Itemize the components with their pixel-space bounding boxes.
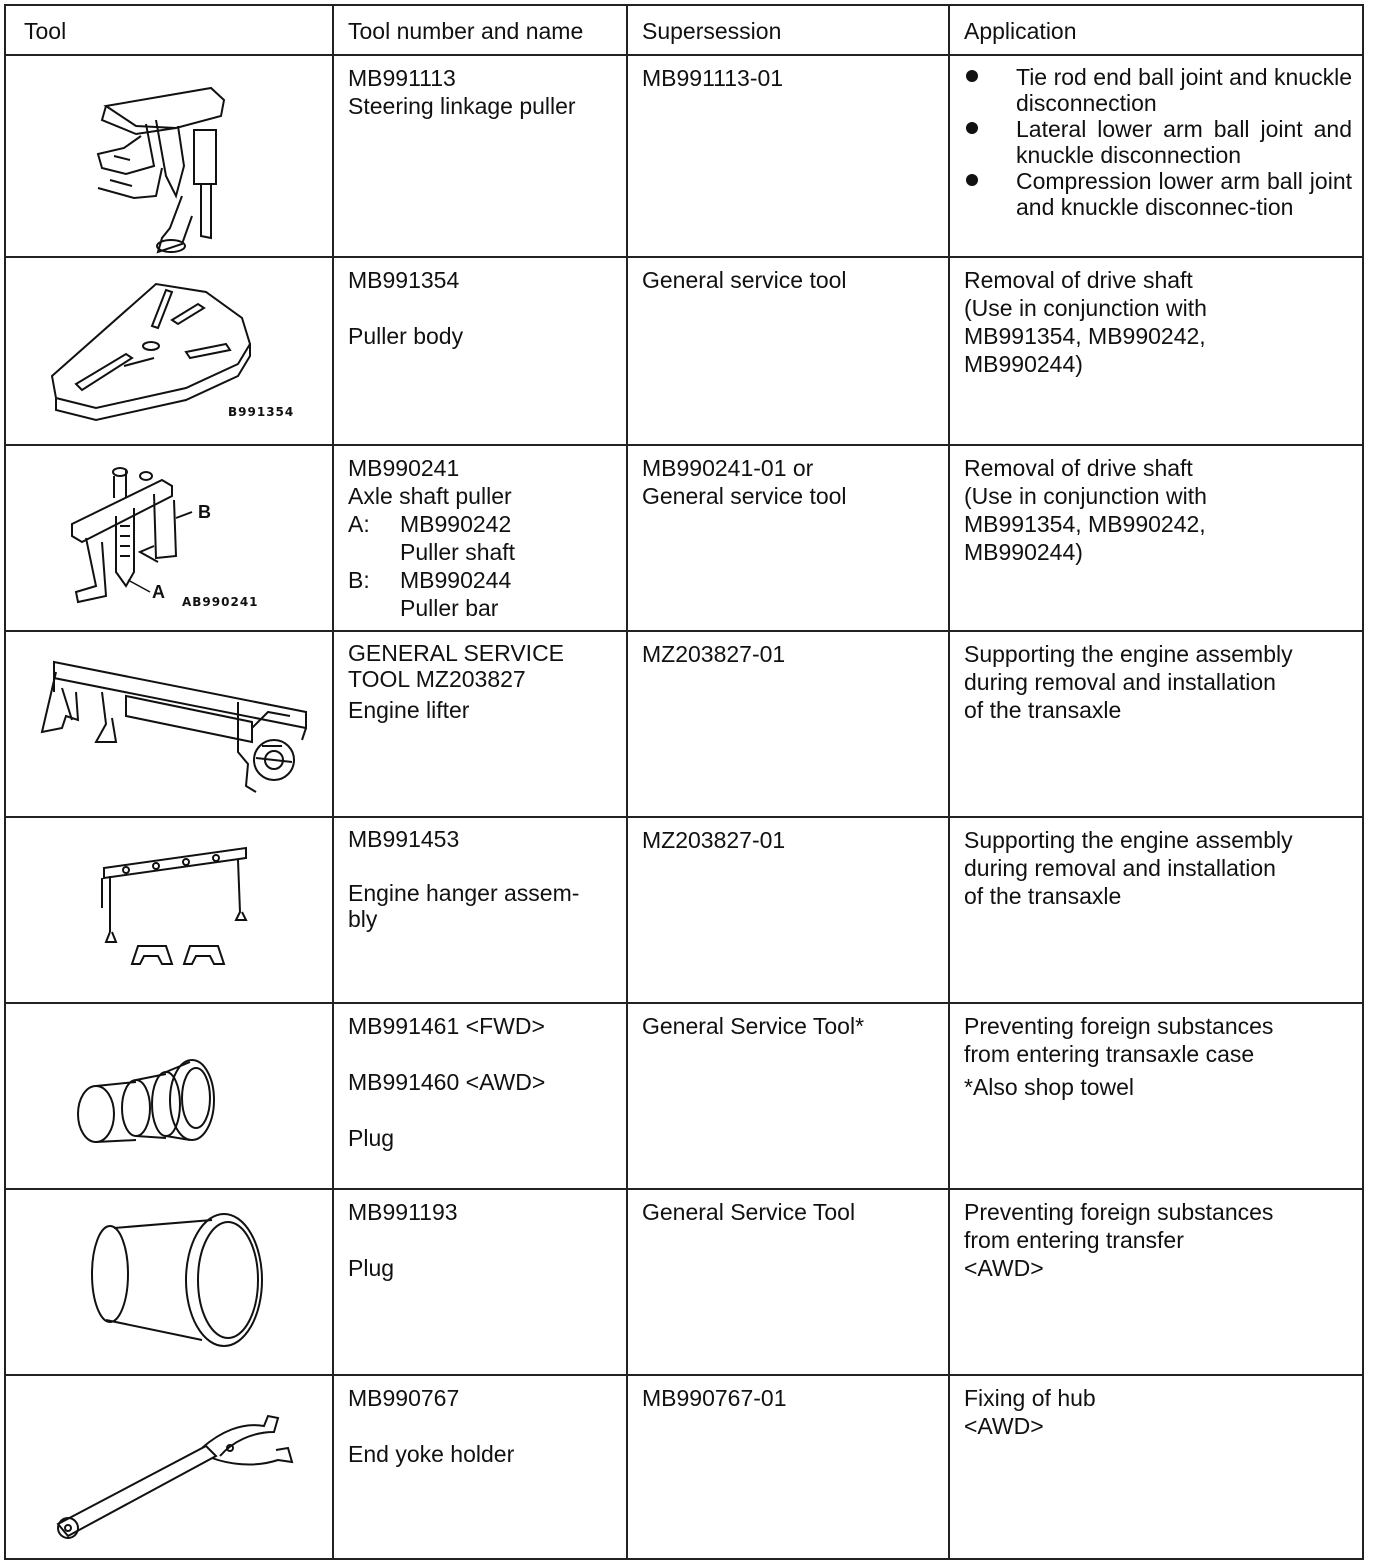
application-line: Fixing of hub xyxy=(964,1385,1096,1411)
supersession-text: MZ203827-01 xyxy=(642,827,786,853)
list-item: Lateral lower arm ball joint and knuckle disconnection xyxy=(964,116,1352,168)
tool-number-cell xyxy=(333,817,627,1003)
application-line: during removal and installation xyxy=(964,669,1276,695)
application-cell xyxy=(949,1375,1363,1559)
tool-name: End yoke holder xyxy=(348,1441,515,1467)
tool-number: GENERAL SERVICE xyxy=(348,640,565,666)
tool-image-cell xyxy=(5,1375,333,1559)
tool-number-cell xyxy=(333,1189,627,1375)
header-supersession: Supersession xyxy=(627,5,949,55)
tool-number-cell xyxy=(333,257,627,445)
application-line: during removal and installation xyxy=(964,855,1276,881)
end-yoke-holder-icon xyxy=(6,1376,330,1556)
tool-number: MB990767 xyxy=(348,1385,460,1411)
table-row xyxy=(5,1189,1363,1375)
tool-name: Steering linkage puller xyxy=(348,93,576,119)
application-line: <AWD> xyxy=(964,1413,1044,1439)
table-row xyxy=(5,55,1363,257)
tool-number-cell xyxy=(333,55,627,257)
application-line: (Use in conjunction with xyxy=(964,295,1207,321)
tool-image-cell xyxy=(5,631,333,817)
application-cell xyxy=(949,817,1363,1003)
header-application: Application xyxy=(949,5,1363,55)
plug-icon xyxy=(6,1190,330,1372)
supersession-text: MB990767-01 xyxy=(642,1385,787,1411)
bullet-icon xyxy=(966,122,978,134)
tool-number: MB990241 xyxy=(348,455,460,481)
image-caption: AB990241 xyxy=(182,595,259,609)
tool-number-awd: MB991460 <AWD> xyxy=(348,1069,546,1095)
tool-image-cell xyxy=(5,1003,333,1189)
plug-icon xyxy=(6,1004,330,1186)
tool-number: TOOL MZ203827 xyxy=(348,666,526,692)
tool-image-cell xyxy=(5,1189,333,1375)
tool-name: Puller body xyxy=(348,323,464,349)
axle-shaft-puller-icon xyxy=(6,446,330,628)
supersession-text: General service tool xyxy=(642,483,847,509)
supersession-text: General service tool xyxy=(642,267,847,293)
supersession-cell xyxy=(627,817,949,1003)
supersession-cell xyxy=(627,1375,949,1559)
application-line: Removal of drive shaft xyxy=(964,267,1193,293)
tool-image-cell xyxy=(5,817,333,1003)
supersession-cell xyxy=(627,55,949,257)
application-line: MB990244) xyxy=(964,539,1083,565)
supersession-text: MB991113-01 xyxy=(642,65,784,91)
label-b: B xyxy=(198,502,211,522)
application-cell xyxy=(949,1003,1363,1189)
bullet-icon xyxy=(966,174,978,186)
tool-name: bly xyxy=(348,906,378,932)
application-line: Removal of drive shaft xyxy=(964,455,1193,481)
table-row xyxy=(5,817,1363,1003)
supersession-text: MZ203827-01 xyxy=(642,641,786,667)
tool-number-cell xyxy=(333,631,627,817)
header-number-name: Tool number and name xyxy=(333,5,627,55)
tool-image-cell xyxy=(5,55,333,257)
application-cell xyxy=(949,631,1363,817)
application-line: MB991354, MB990242, xyxy=(964,511,1206,537)
list-item: Tie rod end ball joint and knuckle disconnection xyxy=(964,64,1352,116)
application-line: Supporting the engine assembly xyxy=(964,827,1293,853)
tool-number-cell xyxy=(333,1003,627,1189)
application-line: from entering transaxle case xyxy=(964,1041,1255,1067)
tool-number: MB991354 xyxy=(348,267,460,293)
header-row xyxy=(5,5,1363,55)
tool-name: Plug xyxy=(348,1255,395,1281)
supersession-cell xyxy=(627,257,949,445)
application-line: Supporting the engine assembly xyxy=(964,641,1293,667)
tool-number: MB991453 xyxy=(348,826,460,852)
label-a: A xyxy=(152,582,165,602)
tool-name: Plug xyxy=(348,1125,395,1151)
tool-number-cell xyxy=(333,445,627,631)
tool-number-fwd: MB991461 <FWD> xyxy=(348,1013,545,1039)
application-line: of the transaxle xyxy=(964,697,1122,723)
component-b: B: MB990244 Puller bar xyxy=(348,567,512,621)
tool-name: Engine hanger assem- xyxy=(348,880,580,906)
engine-lifter-icon xyxy=(6,632,330,814)
application-note: *Also shop towel xyxy=(964,1074,1135,1100)
table-row xyxy=(5,445,1363,631)
application-line: Preventing foreign substances xyxy=(964,1199,1274,1225)
image-caption: B991354 xyxy=(228,405,295,419)
application-line: (Use in conjunction with xyxy=(964,483,1207,509)
bullet-icon xyxy=(966,70,978,82)
special-tools-table xyxy=(4,4,1364,1560)
supersession-cell xyxy=(627,1003,949,1189)
application-cell xyxy=(949,445,1363,631)
table-row xyxy=(5,1003,1363,1189)
header-tool: Tool xyxy=(5,5,333,55)
application-list xyxy=(964,64,1352,220)
tool-name: Axle shaft puller xyxy=(348,483,512,509)
tool-image-cell xyxy=(5,257,333,445)
component-a: A: MB990242 Puller shaft xyxy=(348,511,516,565)
tool-name: Engine lifter xyxy=(348,697,470,723)
supersession-cell xyxy=(627,1189,949,1375)
application-line: Preventing foreign substances xyxy=(964,1013,1274,1039)
supersession-text: MB990241-01 or xyxy=(642,455,814,481)
table-row xyxy=(5,631,1363,817)
table-row xyxy=(5,1375,1363,1559)
application-cell xyxy=(949,55,1363,257)
application-line: of the transaxle xyxy=(964,883,1122,909)
supersession-text: General Service Tool* xyxy=(642,1013,865,1039)
tool-image-cell xyxy=(5,445,333,631)
engine-hanger-icon xyxy=(6,818,330,1000)
application-line: MB991354, MB990242, xyxy=(964,323,1206,349)
steering-linkage-puller-icon xyxy=(6,56,330,254)
application-cell xyxy=(949,1189,1363,1375)
application-line: from entering transfer xyxy=(964,1227,1184,1253)
supersession-text: General Service Tool xyxy=(642,1199,856,1225)
list-item: Compression lower arm ball joint and knuckle disconnec-tion xyxy=(964,168,1352,220)
supersession-cell xyxy=(627,445,949,631)
application-line: MB990244) xyxy=(964,351,1083,377)
table-row xyxy=(5,257,1363,445)
puller-body-icon xyxy=(6,258,330,442)
application-line: <AWD> xyxy=(964,1255,1044,1281)
tool-number: MB991113 xyxy=(348,65,456,91)
supersession-cell xyxy=(627,631,949,817)
application-cell xyxy=(949,257,1363,445)
tool-number: MB991193 xyxy=(348,1199,458,1225)
tool-number-cell xyxy=(333,1375,627,1559)
